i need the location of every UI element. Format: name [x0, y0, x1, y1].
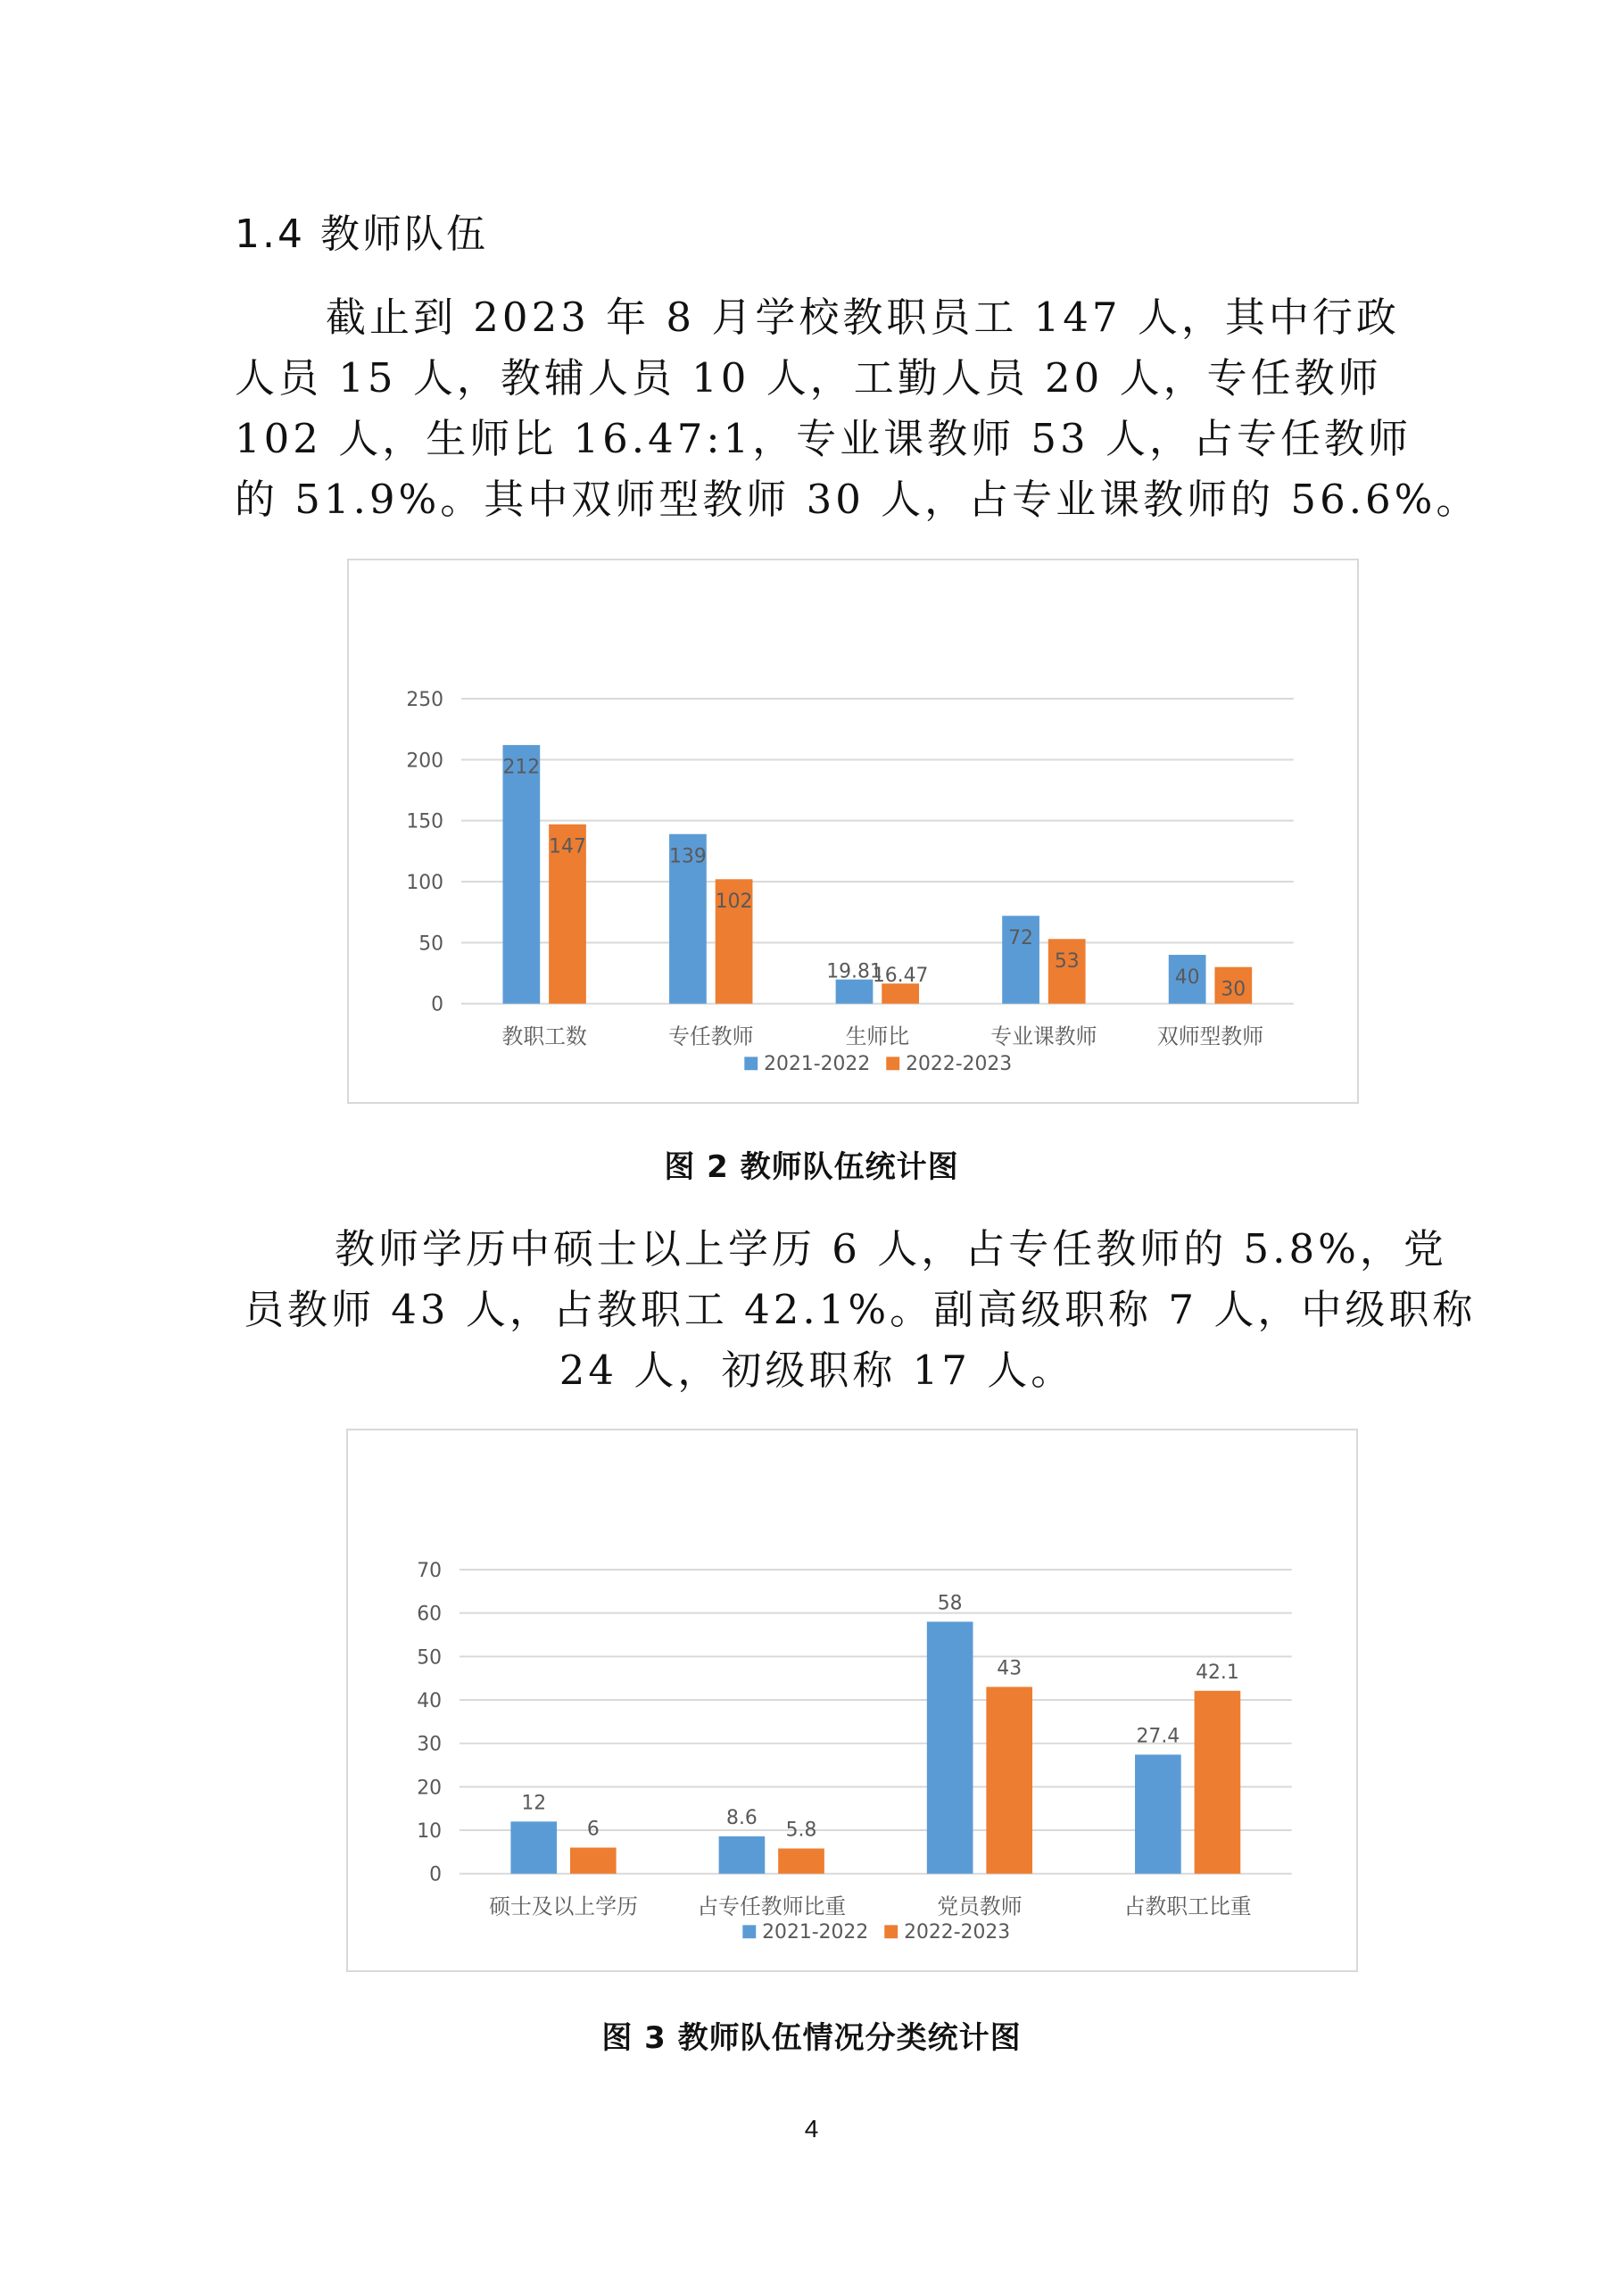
- figure3-chart-svg: [348, 1430, 1356, 1970]
- data-label: 139: [669, 845, 707, 868]
- data-label: 8.6: [726, 1806, 758, 1829]
- category-label: 占专任教师比重: [697, 1894, 847, 1919]
- bar-2021-2022: [510, 1821, 557, 1873]
- category-label: 生师比: [845, 1024, 910, 1049]
- bar-2022-2023: [986, 1687, 1032, 1873]
- bar-2022-2023: [778, 1848, 824, 1873]
- page-number: 4: [804, 2115, 819, 2143]
- category-label: 硕士及以上学历: [489, 1894, 638, 1919]
- data-label: 5.8: [785, 1819, 817, 1842]
- data-label: 147: [549, 835, 586, 858]
- paragraph-line: 102 人，生师比 16.47:1，专业课教师 53 人，占专任教师: [235, 415, 1412, 462]
- data-label: 72: [1008, 927, 1033, 950]
- paragraph-line: 的 51.9%。其中双师型教师 30 人，占专业课教师的 56.6%。: [235, 476, 1480, 523]
- data-label: 53: [1054, 950, 1080, 974]
- y-tick-label: 30: [417, 1733, 443, 1756]
- y-tick-label: 20: [417, 1777, 443, 1800]
- category-label: 专业课教师: [990, 1024, 1097, 1049]
- category-label: 占教职工比重: [1123, 1894, 1252, 1919]
- paragraph-line: 截止到 2023 年 8 月学校教职员工 147 人，其中行政: [326, 294, 1400, 341]
- bar-2021-2022: [719, 1836, 766, 1874]
- y-tick-label: 50: [417, 1646, 443, 1670]
- bar-2022-2023: [1195, 1691, 1241, 1874]
- y-tick-label: 100: [406, 871, 444, 894]
- y-tick-label: 0: [431, 993, 444, 1016]
- data-label: 27.4: [1136, 1725, 1180, 1748]
- y-tick-label: 200: [406, 750, 444, 773]
- data-label: 6: [586, 1818, 600, 1841]
- legend-label: 2021-2022: [764, 1053, 871, 1076]
- paragraph-line: 员教师 43 人，占教职工 42.1%。副高级职称 7 人，中级职称: [244, 1286, 1477, 1333]
- category-label: 双师型教师: [1156, 1024, 1264, 1049]
- bar-2022-2023: [570, 1848, 617, 1874]
- data-label: 30: [1221, 978, 1246, 1001]
- data-label: 12: [521, 1792, 547, 1815]
- data-label: 102: [715, 891, 753, 914]
- category-label: 专任教师: [668, 1024, 754, 1049]
- data-label: 212: [502, 756, 541, 779]
- legend-label: 2021-2022: [762, 1921, 869, 1944]
- y-tick-label: 0: [429, 1863, 443, 1886]
- legend-label: 2022-2023: [906, 1053, 1013, 1076]
- data-label: 40: [1174, 966, 1200, 989]
- y-tick-label: 50: [418, 932, 444, 956]
- data-label: 58: [937, 1592, 963, 1615]
- paragraph-line: 人员 15 人，教辅人员 10 人，工勤人员 20 人，专任教师: [235, 354, 1382, 402]
- figure3-chart: [346, 1429, 1358, 1972]
- legend-label: 2022-2023: [904, 1921, 1011, 1944]
- legend-swatch: [744, 1057, 758, 1070]
- data-label: 16.47: [872, 965, 929, 988]
- y-tick-label: 60: [417, 1603, 443, 1626]
- figure2-chart-svg: [349, 560, 1357, 1102]
- legend-swatch: [886, 1057, 899, 1070]
- figure3-caption: 图 3 教师队伍情况分类统计图: [601, 2020, 1022, 2056]
- paragraph-qualifications: [244, 1219, 1477, 1401]
- category-label: 教职工数: [501, 1024, 587, 1049]
- y-tick-label: 250: [406, 688, 444, 711]
- bar-2021-2022: [927, 1621, 973, 1873]
- bar-2021-2022: [1135, 1754, 1181, 1873]
- data-label: 19.81: [826, 960, 882, 983]
- section-title: 1.4 教师队伍: [235, 211, 488, 257]
- paragraph-line: 24 人，初级职称 17 人。: [559, 1347, 1075, 1394]
- bar-2021-2022: [502, 745, 540, 1004]
- y-tick-label: 150: [406, 810, 444, 833]
- y-tick-label: 70: [417, 1559, 443, 1582]
- data-label: 43: [997, 1657, 1023, 1680]
- figure2-caption: 图 2 教师队伍统计图: [664, 1149, 959, 1185]
- paragraph-line: 教师学历中硕士以上学历 6 人，占专任教师的 5.8%，党: [335, 1225, 1447, 1272]
- bar-2021-2022: [836, 980, 874, 1004]
- legend-swatch: [742, 1925, 756, 1938]
- y-tick-label: 10: [417, 1819, 443, 1843]
- figure2-chart: [347, 559, 1359, 1104]
- legend-swatch: [884, 1925, 898, 1938]
- paragraph-staff-overview: [235, 287, 1480, 530]
- y-tick-label: 40: [417, 1689, 443, 1712]
- data-label: 42.1: [1196, 1661, 1239, 1684]
- category-label: 党员教师: [937, 1894, 1023, 1919]
